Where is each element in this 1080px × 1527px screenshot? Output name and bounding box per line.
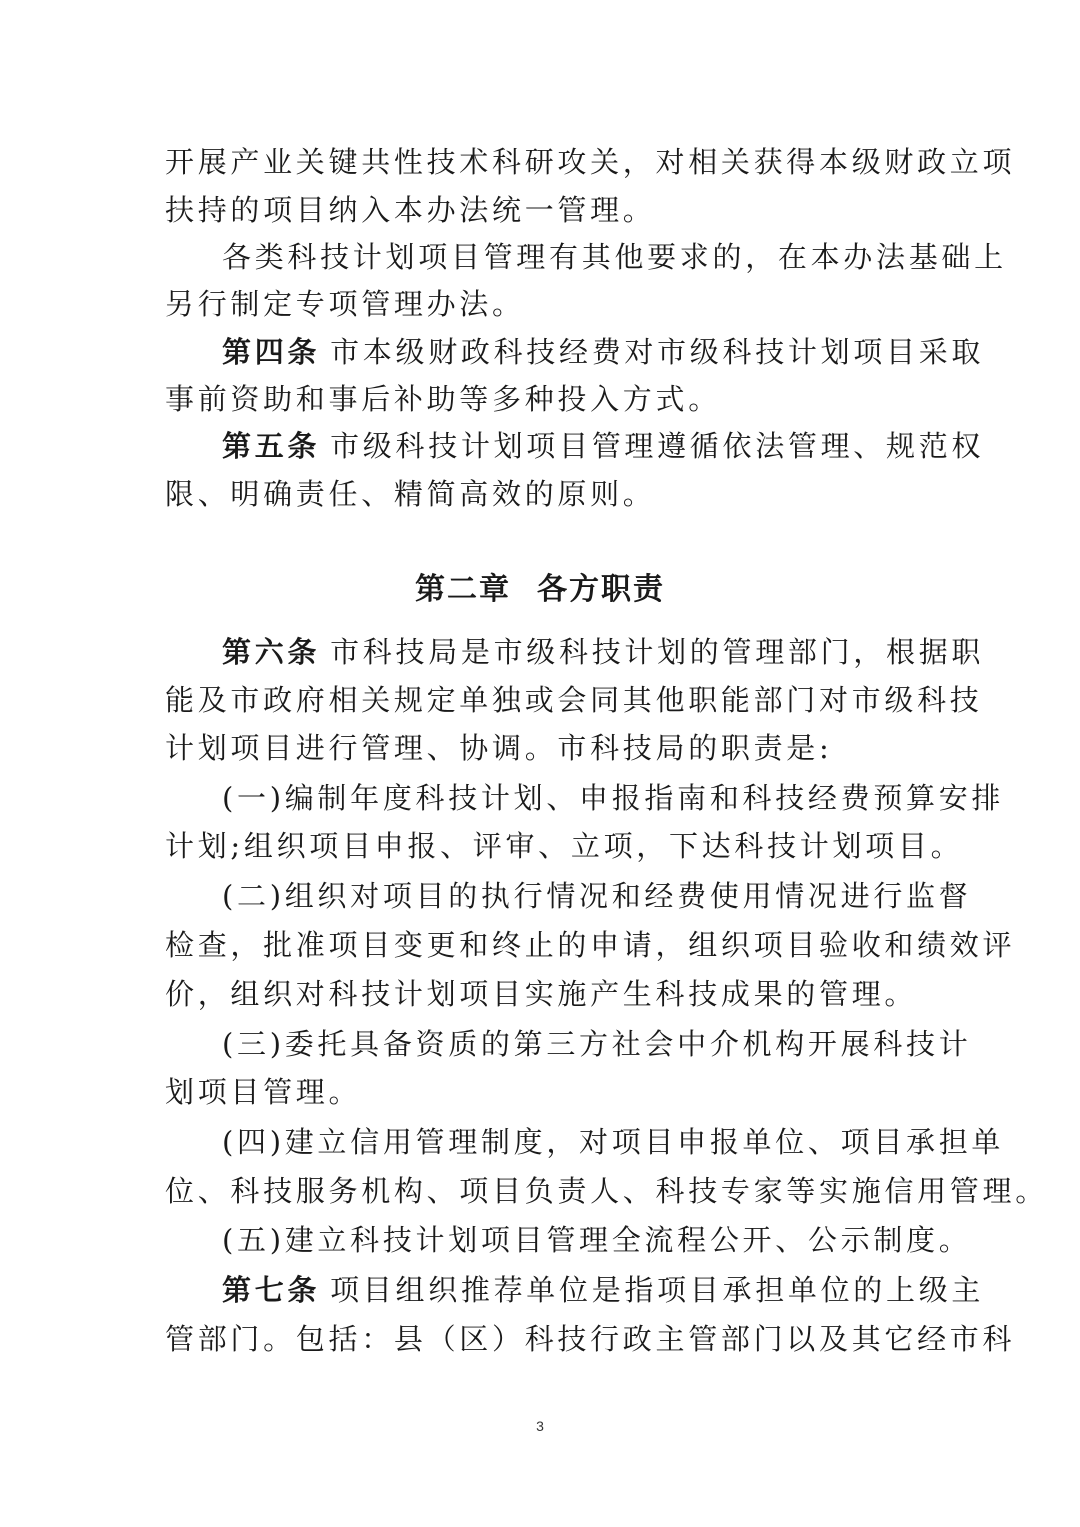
article-4-line — [222, 335, 985, 369]
page-number: 3 — [536, 1418, 544, 1434]
list-item-line: (五)建立科技计划项目管理全流程公开、公示制度。 — [222, 1223, 972, 1257]
list-item-line: (三)委托具备资质的第三方社会中介机构开展科技计 — [222, 1027, 972, 1061]
article-label: 第四条 — [222, 335, 321, 369]
article-5-line — [222, 429, 985, 463]
chapter-title: 各方职责 — [537, 572, 665, 607]
article-text: 市本级财政科技经费对市级科技计划项目采取 — [330, 335, 985, 369]
article-7-line — [222, 1273, 985, 1307]
body-line: 价，组织对科技计划项目实施产生科技成果的管理。 — [165, 977, 918, 1011]
body-line: 计划;组织项目申报、评审、立项，下达科技计划项目。 — [165, 829, 964, 863]
article-text: 市科技局是市级科技计划的管理部门，根据职 — [330, 635, 985, 669]
body-line: 各类科技计划项目管理有其他要求的，在本办法基础上 — [222, 240, 1007, 274]
body-line: 管部门。包括：县（区）科技行政主管部门以及其它经市科 — [165, 1322, 1016, 1356]
article-text: 项目组织推荐单位是指项目承担单位的上级主 — [330, 1273, 985, 1307]
body-line: 位、科技服务机构、项目负责人、科技专家等实施信用管理。 — [165, 1174, 1048, 1208]
body-line: 限、明确责任、精简高效的原则。 — [165, 477, 656, 511]
list-item-line: (一)编制年度科技计划、申报指南和科技经费预算安排 — [222, 781, 1005, 815]
body-line: 划项目管理。 — [165, 1075, 362, 1109]
body-line: 检查，批准项目变更和终止的申请，组织项目验收和绩效评 — [165, 928, 1016, 962]
article-6-line — [222, 635, 985, 669]
body-line: 扶持的项目纳入本办法统一管理。 — [165, 193, 656, 227]
article-label: 第七条 — [222, 1273, 321, 1307]
body-line: 能及市政府相关规定单独或会同其他职能部门对市级科技 — [165, 683, 983, 717]
list-item-line: (二)组织对项目的执行情况和经费使用情况进行监督 — [222, 879, 972, 913]
chapter-number: 第二章 — [415, 572, 511, 607]
body-line: 开展产业关键共性技术科研攻关，对相关获得本级财政立项 — [165, 145, 1016, 179]
article-text: 市级科技计划项目管理遵循依法管理、规范权 — [330, 429, 985, 463]
body-line: 事前资助和事后补助等多种投入方式。 — [165, 382, 721, 416]
article-label: 第五条 — [222, 429, 321, 463]
chapter-heading — [0, 572, 1080, 607]
body-line: 计划项目进行管理、协调。市科技局的职责是: — [165, 731, 833, 765]
article-label: 第六条 — [222, 635, 321, 669]
body-line: 另行制定专项管理办法。 — [165, 287, 525, 321]
list-item-line: (四)建立信用管理制度，对项目申报单位、项目承担单 — [222, 1125, 1005, 1159]
